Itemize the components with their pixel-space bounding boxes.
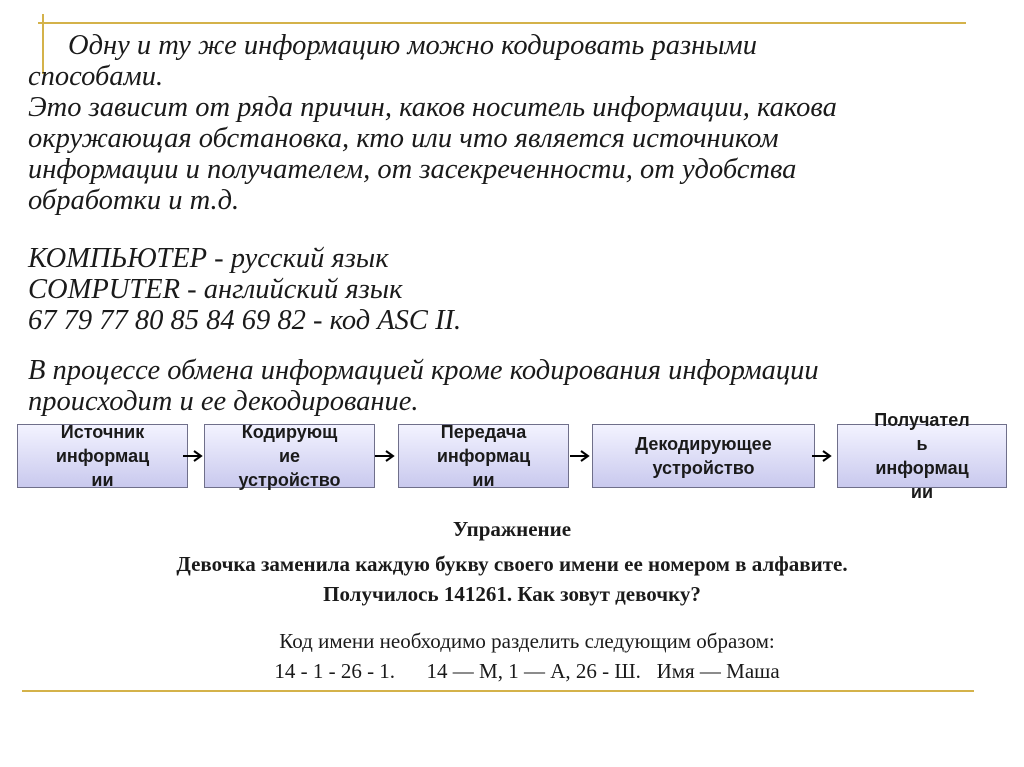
flow-box-label: Источник bbox=[60, 422, 145, 442]
flow-box-label: ии bbox=[910, 482, 934, 502]
flow-box-encoder bbox=[204, 424, 375, 488]
flow-box-decoder bbox=[592, 424, 815, 488]
intro-line: информации и получателем, от засекреченности, от удобства bbox=[28, 154, 797, 185]
flow-arrow bbox=[569, 448, 591, 464]
flow-box-label: ие bbox=[278, 446, 301, 466]
exercise-task-line: Получилось 141261. Как зовут девочку? bbox=[323, 582, 701, 606]
flow-arrow bbox=[811, 448, 833, 464]
flow-box-label: устройство bbox=[652, 458, 755, 478]
flow-box-label: ии bbox=[472, 470, 495, 490]
bottom-rule bbox=[22, 690, 974, 692]
flow-arrow bbox=[182, 448, 204, 464]
flow-box-source bbox=[17, 424, 188, 488]
intro-line: обработки и т.д. bbox=[28, 185, 240, 216]
intro-line: Это зависит от ряда причин, каков носитель информации, какова bbox=[28, 92, 837, 123]
intro-line: окружающая обстановка, кто или что является источником bbox=[28, 123, 779, 154]
exercise-task-line: Девочка заменила каждую букву своего имени ее номером в алфавите. bbox=[176, 552, 848, 576]
flow-box-receiver bbox=[837, 410, 1007, 502]
flow-box-label: информац bbox=[436, 446, 531, 466]
flow-box-label: ии bbox=[91, 470, 114, 490]
flow-box-transfer bbox=[398, 424, 569, 488]
intro-paragraph bbox=[28, 30, 1018, 216]
flow-box-label: устройство bbox=[238, 470, 341, 490]
exercise-answer bbox=[15, 626, 1024, 686]
flow-arrow bbox=[374, 448, 396, 464]
decoding-line: В процессе обмена информацией кроме кодирования информации bbox=[28, 355, 819, 386]
top-rule bbox=[38, 22, 966, 24]
exercise-answer-line: Код имени необходимо разделить следующим образом: bbox=[279, 629, 775, 653]
example-line: КОМПЬЮТЕР - русский язык bbox=[28, 243, 389, 274]
flow-box-label: Кодирующ bbox=[241, 422, 338, 442]
example-line: 67 79 77 80 85 84 69 82 - код ASC II. bbox=[28, 305, 462, 336]
flow-box-label: информац bbox=[55, 446, 150, 466]
decoding-line: происходит и ее декодирование. bbox=[28, 386, 419, 417]
flow-box-label: информац bbox=[875, 458, 969, 478]
examples-paragraph bbox=[28, 243, 1018, 336]
flow-box-label: ь bbox=[916, 434, 928, 454]
intro-line: Одну и ту же информацию можно кодировать разными bbox=[68, 30, 757, 61]
intro-line: способами. bbox=[28, 61, 164, 92]
exercise-answer-line: 14 - 1 - 26 - 1. 14 — М, 1 — А, 26 - Ш. Имя — Маша bbox=[274, 659, 780, 683]
flow-box-label: Передача bbox=[440, 422, 527, 442]
decoding-paragraph bbox=[28, 355, 1018, 417]
exercise-title: Упражнение bbox=[452, 517, 572, 541]
flow-box-label: Декодирующее bbox=[635, 434, 772, 454]
exercise-task bbox=[0, 549, 1024, 609]
example-line: COMPUTER - английский язык bbox=[28, 274, 403, 305]
flow-box-label: Получател bbox=[874, 410, 970, 430]
